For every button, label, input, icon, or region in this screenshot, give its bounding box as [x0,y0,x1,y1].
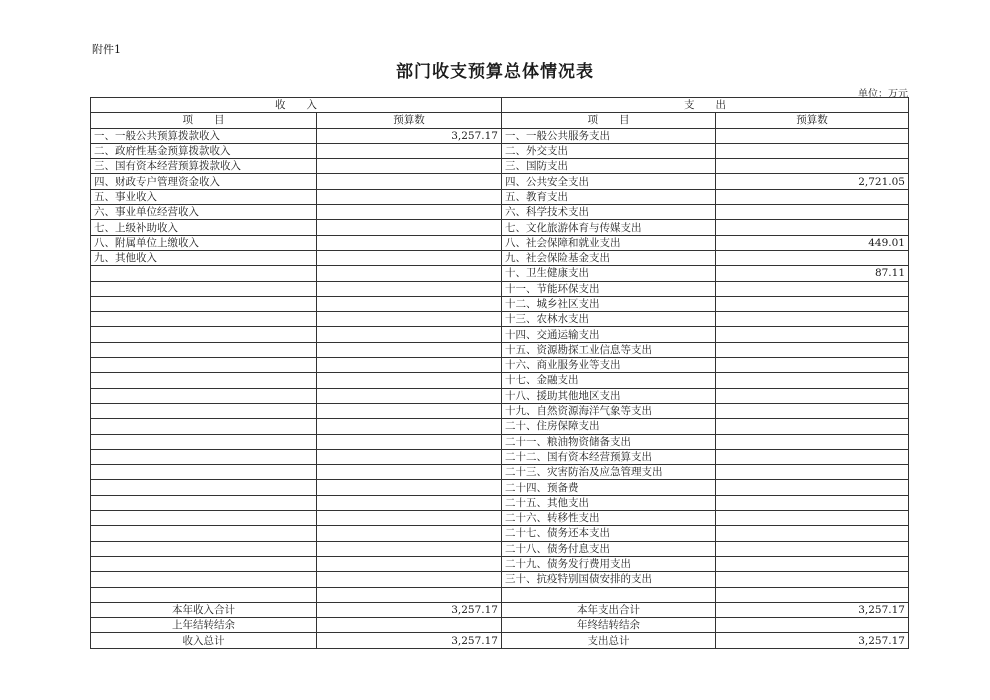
expense-item-cell: 十七、金融支出 [502,373,716,388]
expense-item-cell: 二十八、债务付息支出 [502,541,716,556]
expense-item-cell: 二十、住房保障支出 [502,419,716,434]
expense-item-cell: 二十五、其他支出 [502,495,716,510]
income-item-cell [91,296,317,311]
income-item-cell [91,266,317,281]
income-amount-cell [317,327,502,342]
expense-amount-cell: 87.11 [716,266,909,281]
income-amount-cell [317,449,502,464]
expense-item-cell: 支出总计 [502,633,716,648]
table-row [91,403,909,418]
income-amount-cell [317,495,502,510]
expense-item-cell: 十五、资源勘探工业信息等支出 [502,342,716,357]
income-amount-cell: 3,257.17 [317,602,502,617]
income-item-cell [91,495,317,510]
table-row [91,205,909,220]
expense-amount-cell [716,480,909,495]
income-item-cell: 四、财政专户管理资金收入 [91,174,317,189]
income-item-cell: 六、事业单位经营收入 [91,205,317,220]
income-item-cell [91,572,317,587]
expense-amount-cell [716,189,909,204]
income-item-cell [91,587,317,602]
income-item-cell [91,358,317,373]
expense-amount-cell: 3,257.17 [716,602,909,617]
income-amount-cell [317,465,502,480]
income-section-header: 收 入 [91,98,502,113]
expense-item-cell: 二、外交支出 [502,143,716,158]
table-row [91,434,909,449]
income-amount-cell [317,618,502,633]
expense-section-header: 支 出 [502,98,909,113]
expense-item-cell: 二十六、转移性支出 [502,511,716,526]
expense-amount-cell: 3,257.17 [716,633,909,648]
expense-item-cell: 六、科学技术支出 [502,205,716,220]
income-amount-cell [317,189,502,204]
table-row [91,281,909,296]
expense-item-cell: 十三、农林水支出 [502,312,716,327]
expense-item-cell: 本年支出合计 [502,602,716,617]
income-amount-cell [317,205,502,220]
expense-amount-cell [716,358,909,373]
expense-item-header: 项 目 [502,113,716,128]
expense-item-cell: 九、社会保险基金支出 [502,250,716,265]
table-row [91,312,909,327]
table-row [91,587,909,602]
table-row [91,511,909,526]
section-header-row [91,98,909,113]
expense-amount-cell [716,618,909,633]
expense-amount-cell [716,342,909,357]
income-amount-cell [317,511,502,526]
income-amount-cell [317,358,502,373]
expense-item-cell: 十、卫生健康支出 [502,266,716,281]
income-item-cell: 三、国有资本经营预算拨款收入 [91,159,317,174]
expense-amount-cell [716,572,909,587]
page-title: 部门收支预算总体情况表 [396,62,594,82]
expense-amount-cell [716,449,909,464]
expense-budget-header: 预算数 [716,113,909,128]
table-row [91,572,909,587]
table-row [91,373,909,388]
income-item-cell [91,342,317,357]
income-item-cell: 二、政府性基金预算拨款收入 [91,143,317,158]
expense-amount-cell [716,128,909,143]
income-item-cell [91,556,317,571]
expense-item-cell: 二十七、债务还本支出 [502,526,716,541]
income-item-cell: 五、事业收入 [91,189,317,204]
expense-amount-cell [716,556,909,571]
income-amount-cell [317,159,502,174]
table-row [91,526,909,541]
income-item-cell: 本年收入合计 [91,602,317,617]
income-amount-cell [317,342,502,357]
income-amount-cell [317,281,502,296]
income-item-cell [91,526,317,541]
expense-item-cell: 四、公共安全支出 [502,174,716,189]
income-amount-cell [317,556,502,571]
table-row [91,465,909,480]
income-amount-cell [317,541,502,556]
income-amount-cell [317,220,502,235]
expense-item-cell: 二十三、灾害防治及应急管理支出 [502,465,716,480]
expense-amount-cell [716,327,909,342]
income-item-cell: 七、上级补助收入 [91,220,317,235]
expense-amount-cell [716,159,909,174]
expense-amount-cell [716,587,909,602]
expense-amount-cell [716,205,909,220]
income-item-cell: 一、一般公共预算拨款收入 [91,128,317,143]
table-row [91,480,909,495]
income-item-cell [91,449,317,464]
table-row [91,128,909,143]
expense-item-cell: 二十四、预备费 [502,480,716,495]
expense-item-cell: 三十、抗疫特别国债安排的支出 [502,572,716,587]
table-row [91,327,909,342]
expense-item-cell: 十一、节能环保支出 [502,281,716,296]
income-amount-cell [317,373,502,388]
expense-amount-cell [716,143,909,158]
income-amount-cell [317,572,502,587]
income-item-cell: 上年结转结余 [91,618,317,633]
income-amount-cell [317,266,502,281]
table-row [91,296,909,311]
expense-item-cell: 二十九、债务发行费用支出 [502,556,716,571]
expense-amount-cell [716,465,909,480]
income-item-cell [91,419,317,434]
income-budget-header: 预算数 [317,113,502,128]
income-item-cell [91,388,317,403]
table-row [91,419,909,434]
income-item-cell: 九、其他收入 [91,250,317,265]
table-row [91,220,909,235]
table-row [91,266,909,281]
table-row [91,541,909,556]
attachment-label: 附件1 [92,43,121,56]
expense-amount-cell [716,388,909,403]
expense-item-cell: 十九、自然资源海洋气象等支出 [502,403,716,418]
income-amount-cell [317,419,502,434]
income-item-cell: 八、附属单位上缴收入 [91,235,317,250]
expense-item-cell: 三、国防支出 [502,159,716,174]
column-header-row [91,113,909,128]
income-amount-cell: 3,257.17 [317,128,502,143]
total-row [91,633,909,648]
expense-item-cell: 十八、援助其他地区支出 [502,388,716,403]
income-item-cell: 收入总计 [91,633,317,648]
expense-item-cell: 一、一般公共服务支出 [502,128,716,143]
income-item-cell [91,465,317,480]
expense-amount-cell [716,434,909,449]
expense-item-cell: 七、文化旅游体育与传媒支出 [502,220,716,235]
expense-amount-cell [716,495,909,510]
table-row [91,143,909,158]
income-amount-cell [317,174,502,189]
expense-item-cell: 八、社会保障和就业支出 [502,235,716,250]
expense-amount-cell [716,419,909,434]
budget-table [90,97,909,649]
income-amount-cell [317,143,502,158]
expense-amount-cell [716,373,909,388]
income-amount-cell [317,250,502,265]
income-item-cell [91,511,317,526]
expense-item-cell: 十六、商业服务业等支出 [502,358,716,373]
income-item-cell [91,403,317,418]
table-row [91,235,909,250]
income-item-header: 项 目 [91,113,317,128]
income-item-cell [91,541,317,556]
expense-item-cell: 五、教育支出 [502,189,716,204]
expense-item-cell: 十四、交通运输支出 [502,327,716,342]
table-row [91,495,909,510]
income-amount-cell [317,434,502,449]
expense-amount-cell [716,296,909,311]
expense-amount-cell [716,511,909,526]
expense-amount-cell [716,250,909,265]
expense-item-cell [502,587,716,602]
table-row [91,358,909,373]
expense-amount-cell [716,526,909,541]
income-item-cell [91,327,317,342]
total-row [91,602,909,617]
expense-amount-cell [716,281,909,296]
expense-amount-cell [716,403,909,418]
table-row [91,159,909,174]
expense-item-cell: 二十一、粮油物资储备支出 [502,434,716,449]
income-amount-cell [317,235,502,250]
expense-amount-cell: 449.01 [716,235,909,250]
income-item-cell [91,434,317,449]
income-amount-cell [317,526,502,541]
table-row [91,174,909,189]
income-amount-cell: 3,257.17 [317,633,502,648]
table-row [91,342,909,357]
income-amount-cell [317,587,502,602]
expense-amount-cell: 2,721.05 [716,174,909,189]
table-row [91,250,909,265]
income-item-cell [91,281,317,296]
expense-amount-cell [716,312,909,327]
expense-amount-cell [716,220,909,235]
table-row [91,556,909,571]
income-item-cell [91,373,317,388]
table-row [91,189,909,204]
income-amount-cell [317,296,502,311]
income-amount-cell [317,388,502,403]
budget-table-body [91,98,909,649]
income-item-cell [91,480,317,495]
income-amount-cell [317,480,502,495]
table-row [91,449,909,464]
income-amount-cell [317,403,502,418]
table-row [91,388,909,403]
expense-item-cell: 年终结转结余 [502,618,716,633]
income-item-cell [91,312,317,327]
expense-amount-cell [716,541,909,556]
total-row [91,618,909,633]
expense-item-cell: 十二、城乡社区支出 [502,296,716,311]
income-amount-cell [317,312,502,327]
unit-label: 单位：万元 [858,89,908,100]
expense-item-cell: 二十二、国有资本经营预算支出 [502,449,716,464]
